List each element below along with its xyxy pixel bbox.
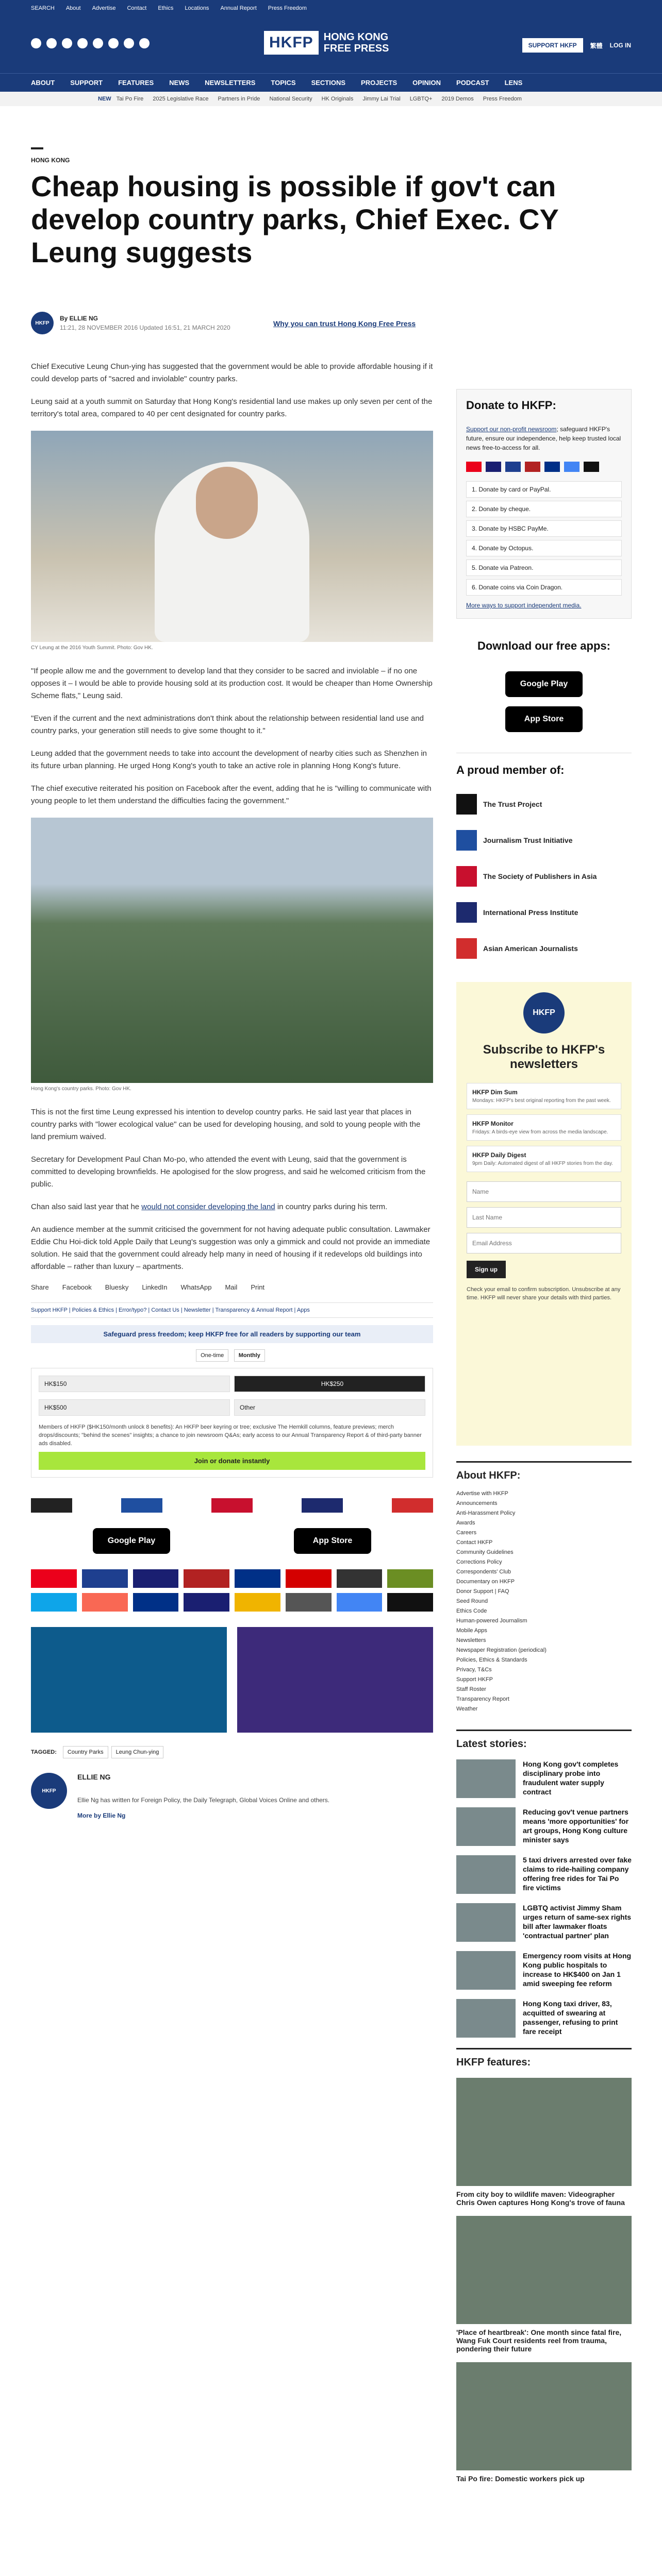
newsletter-option-desc: Mondays: HKFP's best original reporting from the past week. [472,1098,611,1104]
about-link[interactable]: Policies, Ethics & Standards [456,1657,527,1663]
instagram-icon[interactable] [62,38,72,48]
fps-icon [337,1569,383,1588]
donate-method[interactable]: 6. Donate coins via Coin Dragon. [466,579,622,596]
youtube-icon[interactable] [124,38,134,48]
paragraph: The chief executive reiterated his position on Facebook after the event, adding that he is "willing to communicate with young people to let them understand the difficulties facing the government." [31,784,432,805]
newsletter-option[interactable] [467,1083,621,1109]
byline [31,312,230,334]
linkedin-icon[interactable] [108,38,119,48]
trending-item[interactable]: Jimmy Lai Trial [362,96,401,102]
share-bluesky[interactable]: Bluesky [105,1283,129,1291]
newsletter-option-title: HKFP Dim Sum [472,1089,518,1096]
trending-item[interactable]: Partners in Pride [218,96,260,102]
nav-opinion[interactable]: OPINION [412,79,441,87]
card-icon [184,1593,229,1612]
story-thumbnail[interactable] [456,1999,516,2038]
feature-image[interactable] [456,2078,632,2186]
member-label: The Trust Project [483,800,542,808]
aaja-icon [456,938,477,959]
nav-lens[interactable]: LENS [504,79,523,87]
trending-bar [0,92,662,106]
visa-icon [133,1569,179,1588]
about-link[interactable]: Anti-Harassment Policy [456,1510,516,1516]
nav-news[interactable]: NEWS [169,79,190,87]
member-jti[interactable] [456,822,632,858]
mastercard-icon [31,1569,77,1588]
about-link[interactable]: Documentary on HKFP [456,1579,515,1585]
donate-method-icons [466,462,622,472]
author-box [31,1773,433,1819]
press-freedom-link[interactable]: Press Freedom [268,5,307,11]
about-link[interactable]: Newspaper Registration (periodical) [456,1647,547,1653]
tag[interactable]: Country Parks [63,1746,108,1758]
logo-line-1: HONG KONG [323,31,389,43]
newsletter-widget [456,982,632,1446]
amex-icon [505,462,521,472]
newsletter-option[interactable] [467,1146,621,1172]
language-link[interactable]: 繁體 [590,42,603,49]
donate-widget-title: Donate to HKFP: [466,399,556,412]
about-title: About HKFP: [456,1470,521,1481]
jcb-icon [235,1569,280,1588]
feature-title[interactable]: From city boy to wildlife maven: Videographer Chris Owen captures Hong Kong's trove of fauna [456,2190,625,2207]
amount-option[interactable]: Other [234,1399,425,1416]
email-icon[interactable] [139,38,150,48]
donate-note: Members of HKFP ($HK150/month unlock 8 benefits): An HKFP beer keyring or tree; exclusive The Hemkill columns, feature previews; merch drops/discounts; "behind the scenes" insights; a chance to join newsroom Q&As; early access to our Annual Transparency Report & of third-party banner ads disabled. [39,1424,422,1447]
paragraph-text: Chan also said last year that he [31,1202,142,1211]
member-label: Asian American Journalists [483,944,578,953]
avatar-label: HKFP [42,1788,56,1794]
trust-project-icon [456,794,477,815]
author-avatar[interactable] [31,312,54,334]
trust-project-logo[interactable] [31,1498,72,1513]
aaja-logo[interactable] [392,1498,433,1513]
visa-icon [486,462,501,472]
feature-story-list [456,2078,632,2483]
ethics-promo[interactable] [31,1627,227,1733]
site-header [0,16,662,73]
about-link[interactable]: Weather [456,1706,478,1712]
kicker-divider [31,147,43,149]
amount-option[interactable]: HK$150 [39,1376,230,1392]
tab-monthly[interactable]: Monthly [234,1349,265,1362]
google-pay-icon [564,462,580,472]
newsletter-option-title: HKFP Daily Digest [472,1151,526,1159]
search-link[interactable]: SEARCH [31,5,55,11]
latest-story[interactable] [456,1855,632,1894]
facebook-icon[interactable] [31,38,41,48]
more-ways-link[interactable]: More ways to support independent media. [466,602,582,609]
about-link[interactable]: Ethics Code [456,1608,487,1614]
newsletter-option-desc: Fridays: A birds-eye view from across the media landscape. [472,1129,608,1135]
nav-features[interactable]: FEATURES [118,79,154,87]
donate-method[interactable]: 3. Donate by HSBC PayMe. [466,520,622,537]
share-mail[interactable]: Mail [225,1283,238,1291]
app-store-badge[interactable]: App Store [505,706,583,732]
article-photo-cy-leung [31,431,433,642]
donate-method[interactable]: 1. Donate by card or PayPal. [466,481,622,498]
trending-item[interactable]: National Security [269,96,312,102]
member-trust-project[interactable] [456,786,632,822]
octopus-icon [387,1569,433,1588]
nav-sections[interactable]: SECTIONS [311,79,346,87]
nav-support[interactable]: SUPPORT [70,79,103,87]
trending-label: NEW [98,96,111,102]
header-actions [522,38,631,53]
author-bio: Ellie Ng has written for Foreign Policy, the Daily Telegraph, Global Voices Online and others. [77,1797,330,1804]
nav-newsletters[interactable]: NEWSLETTERS [205,79,256,87]
donate-method[interactable]: 5. Donate via Patreon. [466,560,622,576]
article-title: Cheap housing is possible if gov't can develop country parks, Chief Exec. CY Leung suggests [31,170,558,268]
about-link[interactable]: About [65,5,81,11]
trending-item[interactable]: LGBTQ+ [409,96,433,102]
locations-link[interactable]: Locations [185,5,209,11]
section-kicker[interactable]: HONG KONG [31,157,70,164]
sopa-icon [456,866,477,887]
about-link[interactable]: Newsletters [456,1637,486,1643]
story-title[interactable]: Hong Kong gov't completes disciplinary probe into fraudulent water supply contract [523,1760,619,1796]
promo-banners [31,1627,433,1733]
features-widget [456,2048,632,2483]
coin-icon [235,1593,280,1612]
latest-story-list [456,1759,632,2038]
about-link[interactable]: Support HKFP [456,1676,493,1683]
avatar-label: HKFP [35,320,49,326]
amount-option-selected[interactable]: HK$250 [234,1376,425,1392]
paypal-icon [544,462,560,472]
about-link[interactable]: Contact HKFP [456,1539,493,1546]
x-icon[interactable] [46,38,57,48]
trending-item[interactable]: Tai Po Fire [116,96,144,102]
story-thumbnail[interactable] [456,1807,516,1846]
feature-title[interactable]: 'Place of heartbreak': One month since fatal fire, Wang Fuk Court residents reel from trauma, pondering their future [456,2328,622,2353]
tab-one-time[interactable]: One-time [196,1349,228,1362]
about-link[interactable]: Transparency Report [456,1696,509,1702]
paragraph [31,1201,433,1213]
about-link[interactable]: Seed Round [456,1598,488,1604]
donate-method[interactable]: 2. Donate by cheque. [466,501,622,517]
sidebar [456,389,632,2492]
publish-dates: 11:21, 28 NOVEMBER 2016 Updated 16:51, 21 MARCH 2020 [60,324,230,331]
email-field[interactable] [467,1233,621,1253]
feature-image[interactable] [456,2362,632,2470]
support-promo[interactable] [237,1627,433,1733]
article-body [31,361,433,1819]
threads-icon[interactable] [77,38,88,48]
share-label: Share [31,1283,49,1291]
apple-pay-icon [387,1593,433,1612]
signup-button[interactable]: Sign up [467,1261,506,1278]
newsletter-logo [523,992,565,1033]
advertise-link[interactable]: Advertise [92,5,116,11]
paragraph: Secretary for Development Paul Chan Mo-po, who attended the event with Leung, said that the government is committed to developing brownfields. He apologised for the slow progress, and said he welcomed criticism from the public. [31,1155,426,1189]
bluesky-icon[interactable] [93,38,103,48]
latest-story[interactable] [456,1999,632,2038]
ethics-link[interactable]: Ethics [158,5,174,11]
share-bar [31,1283,433,1291]
about-widget [456,1461,632,1714]
member-label: Journalism Trust Initiative [483,836,573,844]
paragraph: Leung added that the government needs to take into account the development of nearby cities such as Shenzhen in its future urban planning. He urged Hong Kong's youth to take an active role in planning Hong Kong's future. [31,749,427,770]
story-thumbnail[interactable] [456,1855,516,1894]
paragraph: An audience member at the summit criticised the government for not having adequate public consultation. Lawmaker Eddie Chu Hoi-dick told Apple Daily that Leung's suggestion was only a gimmick and could not provide an immediate solution. He said that the government could already help many in need of housing if it redevelops old buildings into affordable – rather than luxury – apartments. [31,1225,431,1271]
about-link[interactable]: Mobile Apps [456,1628,487,1634]
story-title[interactable]: Reducing gov't venue partners means 'more opportunities' for art groups, Hong Kong culture minister says [523,1808,629,1844]
support-button[interactable]: SUPPORT HKFP [522,38,583,53]
app-store-badge[interactable]: App Store [294,1528,371,1554]
payment-logos [31,1569,433,1612]
about-link[interactable]: Staff Roster [456,1686,486,1692]
feature-story[interactable] [456,2362,632,2483]
paragraph: Chief Executive Leung Chun-ying has suggested that the government would be able to provide affordable housing if it could develop parts of "sacred and inviolable" country parks. [31,362,433,383]
google-pay-icon [337,1593,383,1612]
member-logos-row [31,1498,433,1513]
donate-banner[interactable]: Safeguard press freedom; keep HKFP free for all readers by supporting our team [31,1325,433,1343]
sopa-logo[interactable] [211,1498,253,1513]
about-link-list [456,1489,632,1714]
nav-podcast[interactable]: PODCAST [456,79,489,87]
feature-title[interactable]: Tai Po fire: Domestic workers pick up [456,2475,585,2483]
hk-bank-icon [31,1593,77,1612]
amex-icon [82,1569,128,1588]
more-by-author-link[interactable]: More by Ellie Ng [77,1812,126,1819]
members-title: A proud member of: [456,764,565,776]
annual-report-link[interactable]: Annual Report [220,5,257,11]
google-play-badge[interactable]: Google Play [505,671,583,697]
jti-logo[interactable] [121,1498,162,1513]
story-title[interactable]: Emergency room visits at Hong Kong public hospitals to increase to HK$400 on Jan 1 amid sweeping fee reform [523,1952,632,1988]
google-play-badge[interactable]: Google Play [93,1528,170,1554]
about-link[interactable]: Advertise with HKFP [456,1490,508,1497]
latest-story[interactable] [456,1951,632,1990]
features-title: HKFP features: [456,2057,531,2068]
latest-story[interactable] [456,1903,632,1942]
payme-icon [286,1569,332,1588]
paragraph: This is not the first time Leung expressed his intention to develop country parks. He said last year that places in country parks with "lower ecological value" can be used for developing housing, and sold to young people with the land premium waived. [31,1108,421,1141]
top-bar [0,0,662,16]
donate-tabs [31,1349,433,1362]
about-link[interactable]: Announcements [456,1500,498,1506]
logo-line-2: FREE PRESS [323,43,389,54]
member-label: The Society of Publishers in Asia [483,872,597,880]
donate-method[interactable]: 4. Donate by Octopus. [466,540,622,556]
paragraph: "Even if the current and the next administrations don't think about the relationship between residential land use and country parks, your generation still needs to give some thought to it." [31,714,424,735]
apps-widget [456,639,632,732]
site-logo[interactable] [264,31,389,55]
apps-title: Download our free apps: [477,639,610,652]
story-title[interactable]: LGBTQ activist Jimmy Sham urges return of same-sex rights bill after lawmaker floats 'contractual partner' plan [523,1904,632,1940]
paragraph: Leung said at a youth summit on Saturday that Hong Kong's residential land use makes up only seven per cent of the territory's total area, compared to 40 per cent designated for country parks. [31,397,433,418]
donate-widget [456,389,632,619]
app-badges [31,1528,433,1554]
unionpay-icon [525,462,540,472]
donate-amounts [31,1368,433,1478]
story-title[interactable]: 5 taxi drivers arrested over fake claims to ride-hailing company offering free rides for Tai Po fire victims [523,1856,632,1892]
logo-mark: HKFP [264,31,319,55]
feature-story[interactable] [456,2216,632,2353]
newsletter-logo-text: HKFP [533,1008,555,1017]
about-link[interactable]: Corrections Policy [456,1559,502,1565]
article-photo-country-parks [31,818,433,1083]
byline-meta [60,315,230,331]
mastercard-icon [466,462,482,472]
author-box-text [77,1773,329,1819]
newsletter-option[interactable] [467,1114,621,1141]
share-linkedin[interactable]: LinkedIn [142,1283,168,1291]
story-title[interactable]: Hong Kong taxi driver, 83, acquitted of swearing at passenger, refusing to print fare receipt [523,1999,618,2036]
apple-pay-icon [584,462,599,472]
latest-story[interactable] [456,1759,632,1798]
share-facebook[interactable]: Facebook [62,1283,92,1291]
latest-story[interactable] [456,1807,632,1846]
trending-item[interactable]: 2025 Legislative Race [153,96,209,102]
member-label: International Press Institute [483,908,578,917]
trending-item[interactable]: HK Originals [321,96,354,102]
author-box-avatar[interactable] [31,1773,67,1809]
photo-caption: CY Leung at the 2016 Youth Summit. Photo: Gov HK. [31,645,153,651]
first-name-field[interactable] [467,1181,621,1202]
amount-option[interactable]: HK$500 [39,1399,230,1416]
tag[interactable]: Leung Chun-ying [111,1746,164,1758]
about-link[interactable]: Correspondents' Club [456,1569,511,1575]
unionpay-icon [184,1569,229,1588]
logo-text [324,31,389,54]
last-name-field[interactable] [467,1207,621,1228]
paypal-icon [133,1593,179,1612]
newsletter-option-desc: 9pm Daily: Automated digest of all HKFP stories from the day. [472,1161,614,1166]
latest-widget [456,1730,632,2038]
newsletter-title: Subscribe to HKFP's newsletters [483,1043,605,1071]
feature-story[interactable] [456,2078,632,2207]
feature-image[interactable] [456,2216,632,2324]
photo-caption: Hong Kong's country parks. Photo: Gov HK. [31,1086,131,1092]
speaker-head [196,467,258,539]
share-whatsapp[interactable]: WhatsApp [180,1283,212,1291]
trending-item[interactable]: Press Freedom [483,96,522,102]
article-footer-links[interactable]: Support HKFP | Policies & Ethics | Error/typo? | Contact Us | Newsletter | Transparency & Annual Report | Apps [31,1302,433,1318]
member-sopa[interactable] [456,858,632,894]
tags-row [31,1746,433,1758]
about-link[interactable]: Human-powered Journalism [456,1618,527,1624]
nav-topics[interactable]: TOPICS [271,79,296,87]
about-link[interactable]: Careers [456,1530,477,1536]
donate-lead-link[interactable]: Support our non-profit newsroom [466,426,557,433]
patreon-icon [82,1593,128,1612]
social-icons [31,38,150,48]
contact-link[interactable]: Contact [127,5,147,11]
story-thumbnail[interactable] [456,1759,516,1798]
trending-item[interactable]: 2019 Demos [441,96,474,102]
member-ipi[interactable] [456,894,632,930]
about-link[interactable]: Privacy, T&Cs [456,1667,492,1673]
join-donate-button[interactable]: Join or donate instantly [39,1452,425,1470]
trust-link[interactable]: Why you can trust Hong Kong Free Press [273,319,416,328]
ipi-icon [456,902,477,923]
paragraph-text: in country parks during his term. [275,1202,388,1211]
jti-icon [456,830,477,851]
about-link[interactable]: Community Guidelines [456,1549,514,1555]
about-link[interactable]: Awards [456,1520,475,1526]
tags-label: TAGGED: [31,1749,57,1755]
main-nav [0,73,662,92]
share-print[interactable]: Print [251,1283,265,1291]
story-thumbnail[interactable] [456,1951,516,1990]
member-aaja[interactable] [456,930,632,967]
newsletter-option-title: HKFP Monitor [472,1120,514,1127]
author-box-name[interactable]: ELLIE NG [77,1773,111,1781]
ipi-logo[interactable] [302,1498,343,1513]
story-thumbnail[interactable] [456,1903,516,1942]
donate-widget-text: ; safeguard HKFP's future, ensure our independence, help keep trusted local news free-to-access for all. [466,426,621,451]
nav-projects[interactable]: PROJECTS [361,79,398,87]
about-link[interactable]: Donor Support | FAQ [456,1588,509,1595]
latest-title: Latest stories: [456,1738,527,1750]
newsletter-note: Check your email to confirm subscription. Unsubscribe at any time. HKFP will never share your details with third parties. [467,1286,621,1301]
nav-about[interactable]: ABOUT [31,79,55,87]
login-link[interactable]: LOG IN [609,42,631,49]
members-widget [456,753,632,967]
author-name[interactable]: By ELLIE NG [60,315,98,322]
inline-link[interactable]: would not consider developing the land [141,1202,275,1211]
paragraph: "If people allow me and the government to develop land that they consider to be sacred and inviolable – if no one opposes it – I would be able to provide housing sold at its production cost. It would be cheaper than Home Ownership Scheme flats," Leung said. [31,667,433,700]
bank-icon [286,1593,332,1612]
